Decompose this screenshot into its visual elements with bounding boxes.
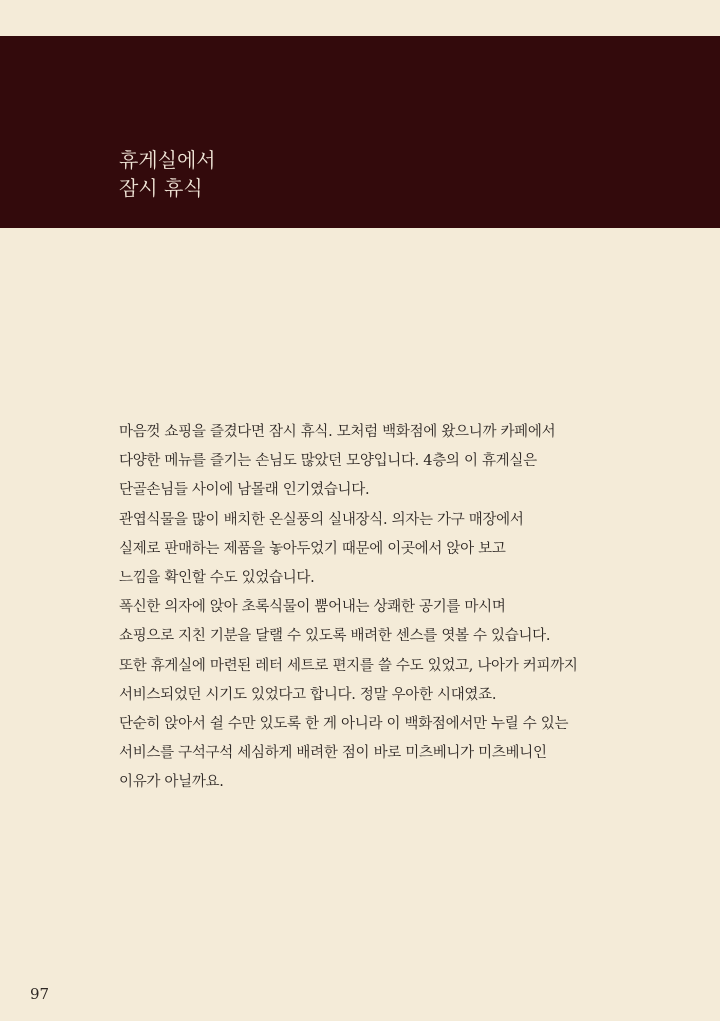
body-line: 단순히 앉아서 쉴 수만 있도록 한 게 아니라 이 백화점에서만 누릴 수 있는 [119,715,569,732]
body-line: 서비스를 구석구석 세심하게 배려한 점이 바로 미츠베니가 미츠베니인 [119,745,547,762]
body-line: 이유가 아닐까요. [119,774,224,791]
page-number: 97 [30,985,50,1003]
body-line: 폭신한 의자에 앉아 초록식물이 뿜어내는 상쾌한 공기를 마시며 [119,599,506,616]
body-line: 또한 휴게실에 마련된 레터 세트로 편지를 쓸 수도 있었고, 나아가 커피까지 [119,657,578,674]
section-title-line-1: 휴게실에서 [119,148,216,172]
body-line: 다양한 메뉴를 즐기는 손님도 많았던 모양입니다. 4층의 이 휴게실은 [119,453,537,470]
section-title [119,146,216,202]
header-band [0,36,720,228]
section-title-line-2: 잠시 휴식 [119,176,203,200]
body-line: 관엽식물을 많이 배치한 온실풍의 실내장식. 의자는 가구 매장에서 [119,511,524,528]
body-line: 실제로 판매하는 제품을 놓아두었기 때문에 이곳에서 앉아 보고 [119,540,506,557]
body-line: 마음껏 쇼핑을 즐겼다면 잠시 휴식. 모처럼 백화점에 왔으니까 카페에서 [119,424,556,440]
body-text [119,418,619,797]
body-line: 쇼핑으로 지친 기분을 달랠 수 있도록 배려한 센스를 엿볼 수 있습니다. [119,628,551,645]
body-line: 느낌을 확인할 수도 있었습니다. [119,569,315,586]
body-line: 서비스되었던 시기도 있었다고 합니다. 정말 우아한 시대였죠. [119,686,497,703]
body-line: 단골손님들 사이에 남몰래 인기였습니다. [119,482,370,499]
